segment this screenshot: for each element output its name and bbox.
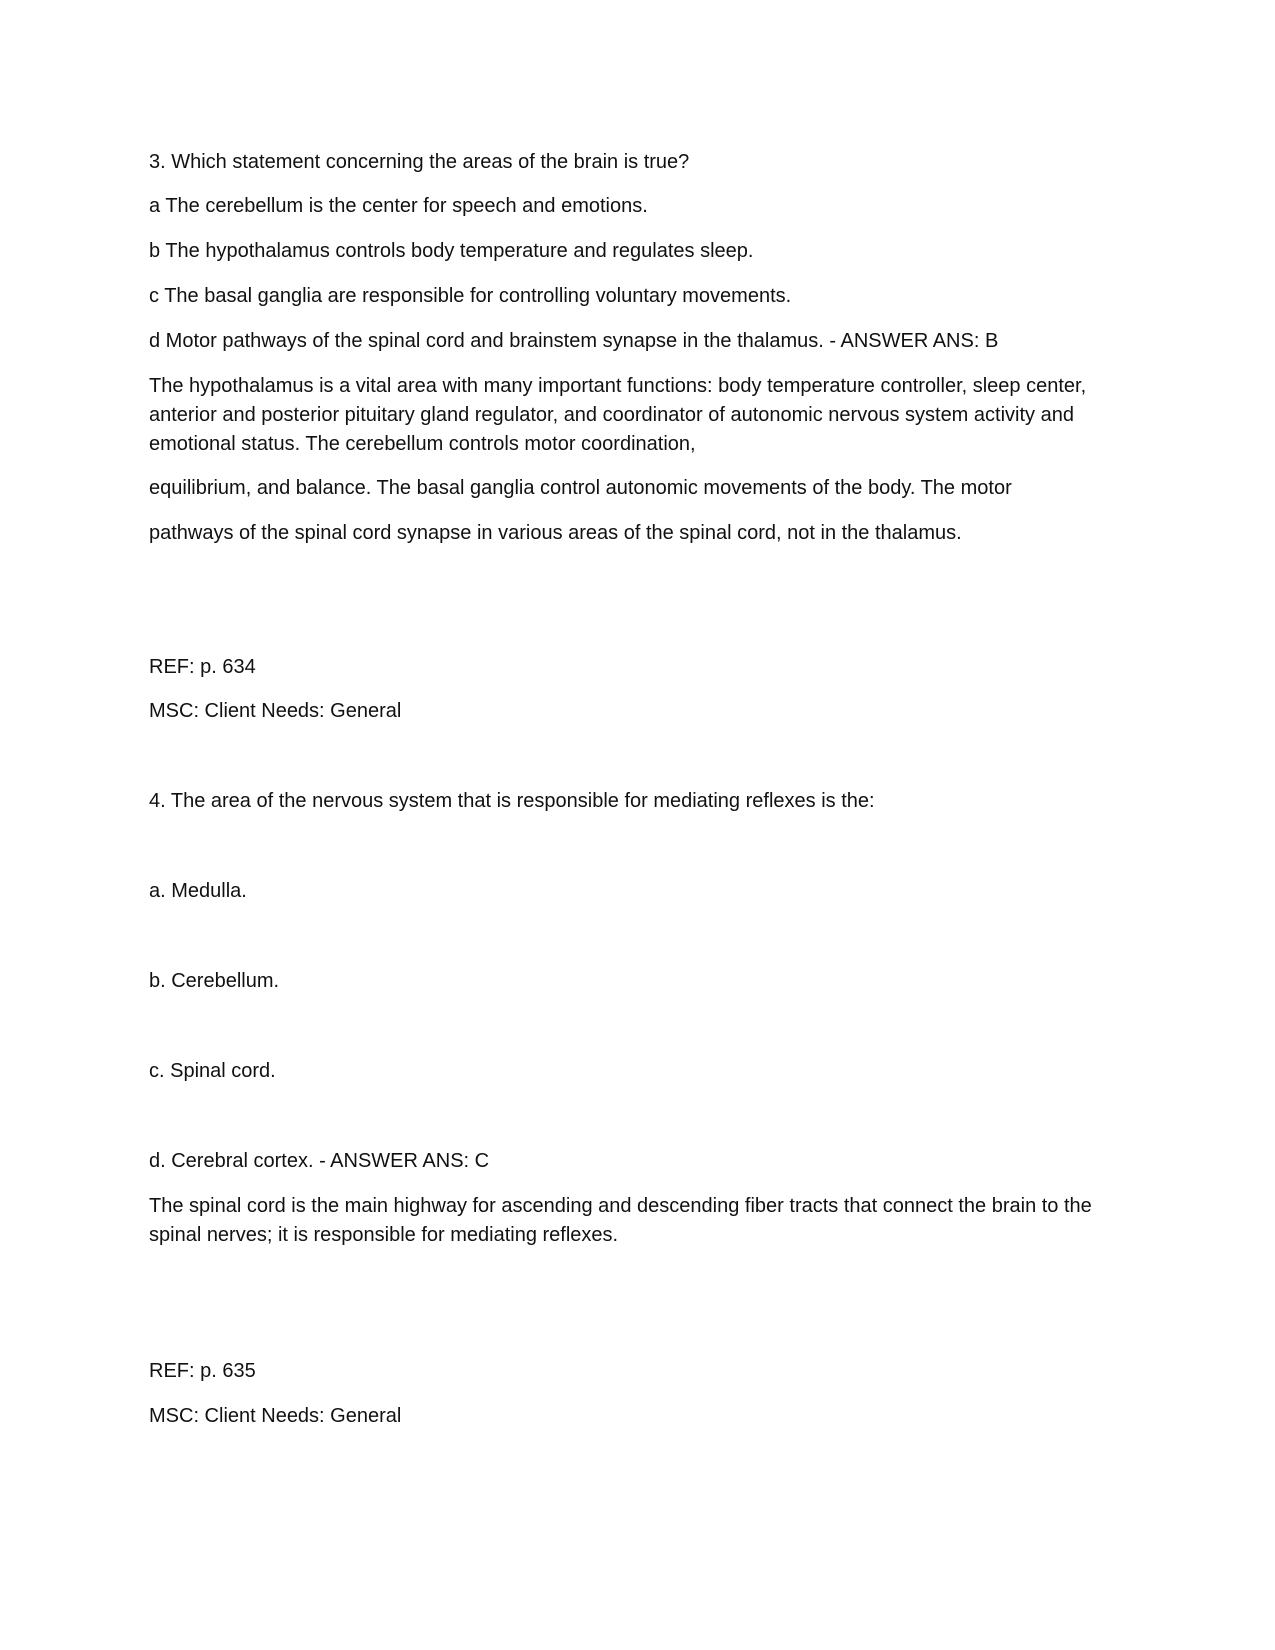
question-3-option-b: b The hypothalamus controls body temperature and regulates sleep.	[149, 240, 754, 262]
question-4-rationale: The spinal cord is the main highway for ascending and descending fiber tracts that connect the brain to the spinal nerves; it is responsible for mediating reflexes.	[149, 1195, 1092, 1246]
question-3-reference: REF: p. 634	[149, 656, 256, 678]
question-4-option-c: c. Spinal cord.	[149, 1060, 276, 1082]
question-3-rationale-paragraph-2: equilibrium, and balance. The basal ganglia control autonomic movements of the body. The motor	[149, 477, 1012, 499]
question-3-text: 3. Which statement concerning the areas of the brain is true?	[149, 151, 690, 173]
question-3-option-c: c The basal ganglia are responsible for controlling voluntary movements.	[149, 285, 792, 307]
question-3-rationale-paragraph-1: The hypothalamus is a vital area with many important functions: body temperature controller, sleep center, anterior and posterior pituitary gland regulator, and coordinator of autonomic nervous system activity and emotional status. The cerebellum controls motor coordination,	[149, 375, 1087, 455]
question-4-reference: REF: p. 635	[149, 1360, 256, 1382]
question-3-msc: MSC: Client Needs: General	[149, 700, 402, 722]
question-3-option-d-answer: d Motor pathways of the spinal cord and brainstem synapse in the thalamus. - ANSWER ANS: B	[149, 330, 999, 352]
question-3-rationale-paragraph-3: pathways of the spinal cord synapse in various areas of the spinal cord, not in the thalamus.	[149, 522, 962, 544]
question-4-option-a: a. Medulla.	[149, 880, 247, 902]
question-4-option-d-answer: d. Cerebral cortex. - ANSWER ANS: C	[149, 1150, 490, 1172]
question-4-option-b: b. Cerebellum.	[149, 970, 280, 992]
question-3-option-a: a The cerebellum is the center for speech and emotions.	[149, 195, 648, 217]
question-4-text: 4. The area of the nervous system that is responsible for mediating reflexes is the:	[149, 790, 875, 812]
question-4-msc: MSC: Client Needs: General	[149, 1405, 402, 1427]
